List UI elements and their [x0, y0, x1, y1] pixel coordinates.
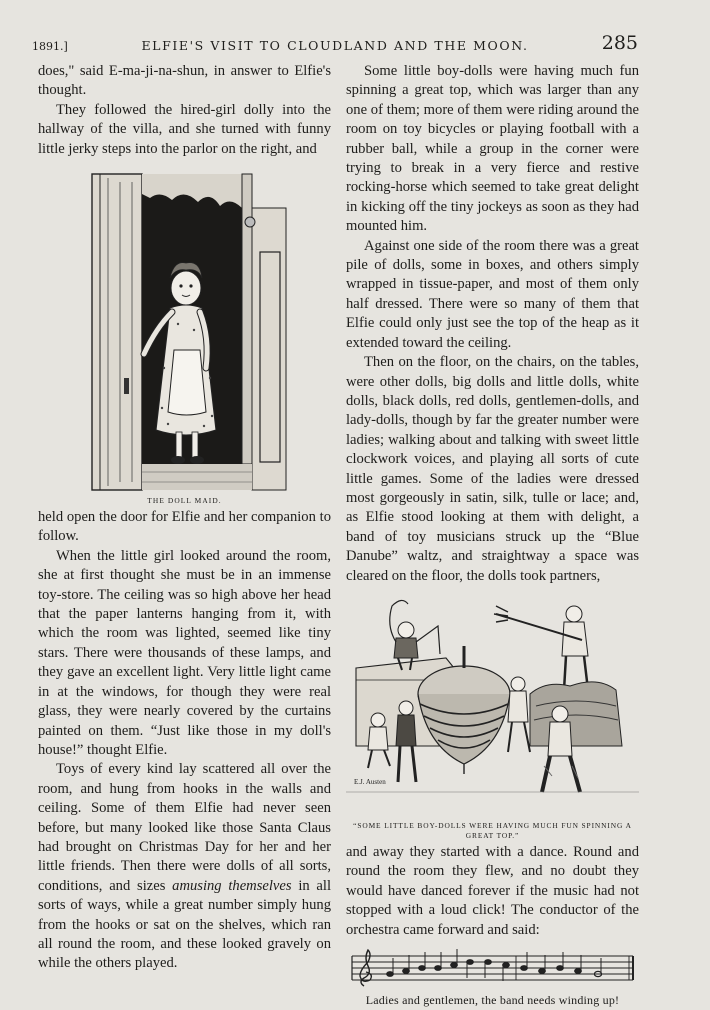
music-notation	[346, 946, 639, 1010]
paragraph: Then on the floor, on the chairs, on the tables, were other dolls, big dolls and little dolls, white dolls, black dolls, red dolls, gentlemen-dolls, and lady-dolls, though by far the greater number were ladies; walking about and talking with sweet little clockwork voices, and playing all sorts of cute little games. Some of the ladies were dressed most gorgeously in satin, silk, tulle or lace; and, as Elfie stood looking at them with delight, a band of toy musicians struck up the “Blue Danube” waltz, and straightway a space was cleared on the floor, the dolls took partners,	[346, 354, 639, 584]
right-column	[346, 62, 639, 1010]
paragraph: held open the door for Elfie and her companion to follow.	[38, 509, 331, 545]
figure-spinning-top	[346, 596, 639, 841]
page-number: 285	[601, 32, 638, 54]
left-column	[38, 62, 331, 974]
artist-signature: E.J. Austen	[354, 777, 386, 786]
header-title: ELFIE'S VISIT TO CLOUDLAND AND THE MOON.	[141, 38, 529, 53]
spinning-top-illustration	[346, 596, 639, 818]
paragraph: They followed the hired-girl dolly into the hallway of the villa, and she turned with funny little jerky steps into the parlor on the right, and	[38, 101, 331, 157]
paragraph: does," said E-ma-ji-na-shun, in answer to Elfie's thought.	[38, 63, 331, 99]
running-header	[32, 34, 638, 58]
header-year: 1891.]	[32, 40, 68, 53]
italic-phrase: amusing themselves	[172, 877, 292, 894]
doll-maid-illustration	[80, 168, 292, 493]
music-lyric: Ladies and gentlemen, the band needs winding up!	[365, 993, 620, 1007]
paragraph-text: in all sorts of ways, while a great number simply hung from the hooks or sat on the shelves, which ran all round the room, and these looked gravely on while the others played.	[38, 877, 331, 972]
paragraph: Some little boy-dolls were having much fun spinning a great top, which was larger than any one of them; more of them were riding around the room on toy bicycles or playing football with a rubber ball, while a group in the corner were trying to break in a very fierce and restive rocking-horse which seemed to take great delight in kicking off the tiny jockeys as soon as they had mounted him.	[346, 63, 639, 235]
paragraph-text: Toys of every kind lay scattered all over the room, and hung from hooks in the walls and ceiling. Some of them Elfie had never seen before, but many looked like those Santa Claus had brought on Christmas Day for her and her little friends. Then there were dolls of all sorts, conditions, and sizes	[38, 761, 331, 894]
paragraph: and away they started with a dance. Round and round the room they flew, and no doubt they would have danced forever if the music had not stopped with a loud click! The conductor of the orchestra came forward and said:	[346, 843, 639, 938]
paragraph: When the little girl looked around the room, she at first thought she must be in an immense toy-store. The ceiling was so high above her head that the paper lanterns hanging from it, with which the room was lighted, seemed like tiny stars. There were thousands of these lamps, and they gave an excellent light. Very little light came in at the windows, for though they were real glass, they were nearly covered by the curtains painted on them. “Just like those in my doll's house!” thought Elfie.	[38, 547, 331, 758]
paragraph	[38, 760, 331, 973]
figure-caption: “SOME LITTLE BOY-DOLLS WERE HAVING MUCH FUN SPINNING A GREAT TOP.”	[353, 820, 632, 840]
figure-doll-maid	[38, 168, 331, 506]
music-staff	[346, 946, 639, 990]
figure-caption: THE DOLL MAID.	[147, 496, 222, 506]
paragraph: Against one side of the room there was a great pile of dolls, some in boxes, and others simply wrapped in tissue-paper, and most of them only half dressed. There were so many of them that Elfie could only just see the top of the heap as it extended toward the ceiling.	[346, 237, 639, 351]
